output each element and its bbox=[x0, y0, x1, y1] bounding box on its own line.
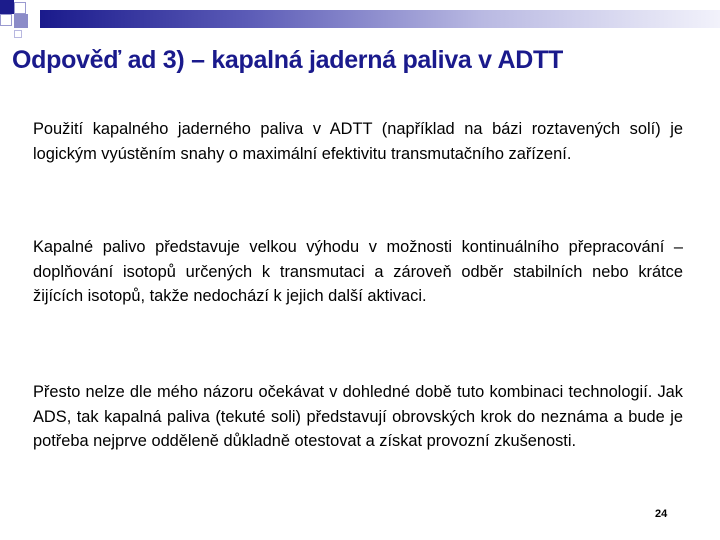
corner-square-outline bbox=[14, 2, 26, 14]
corner-square-small bbox=[14, 30, 22, 38]
paragraph-conclusion: Přesto nelze dle mého názoru očekávat v dohledné době tuto kombinaci technologií. Jak ADS, tak kapalná paliva (tekuté soli) představují obrovských krok do neznáma a bude je potřeba nejprve odděleně důkladně otestovat a získat provozní zkušenosti. bbox=[33, 383, 683, 450]
paragraph-liquid-fuel-use: Použití kapalného jaderného paliva v ADTT (například na bázi roztavených solí) je logickým vyústěním snahy o maximální efektivitu transmutačního zařízení. bbox=[33, 120, 683, 163]
corner-square-dark bbox=[0, 0, 14, 14]
slide-title: Odpověď ad 3) – kapalná jaderná paliva v ADTT bbox=[12, 46, 563, 74]
corner-square-outline bbox=[0, 14, 12, 26]
paragraph-liquid-fuel-advantage: Kapalné palivo představuje velkou výhodu v možnosti kontinuálního přepracování – doplňování isotopů určených k transmutaci a zároveň odběr stabilních nebo krátce žijících isotopů, takže nedochází k jejich další aktivaci. bbox=[33, 238, 683, 305]
corner-square-light bbox=[14, 14, 28, 28]
title-gradient-bar bbox=[40, 10, 720, 28]
page-number: 24 bbox=[655, 508, 668, 520]
